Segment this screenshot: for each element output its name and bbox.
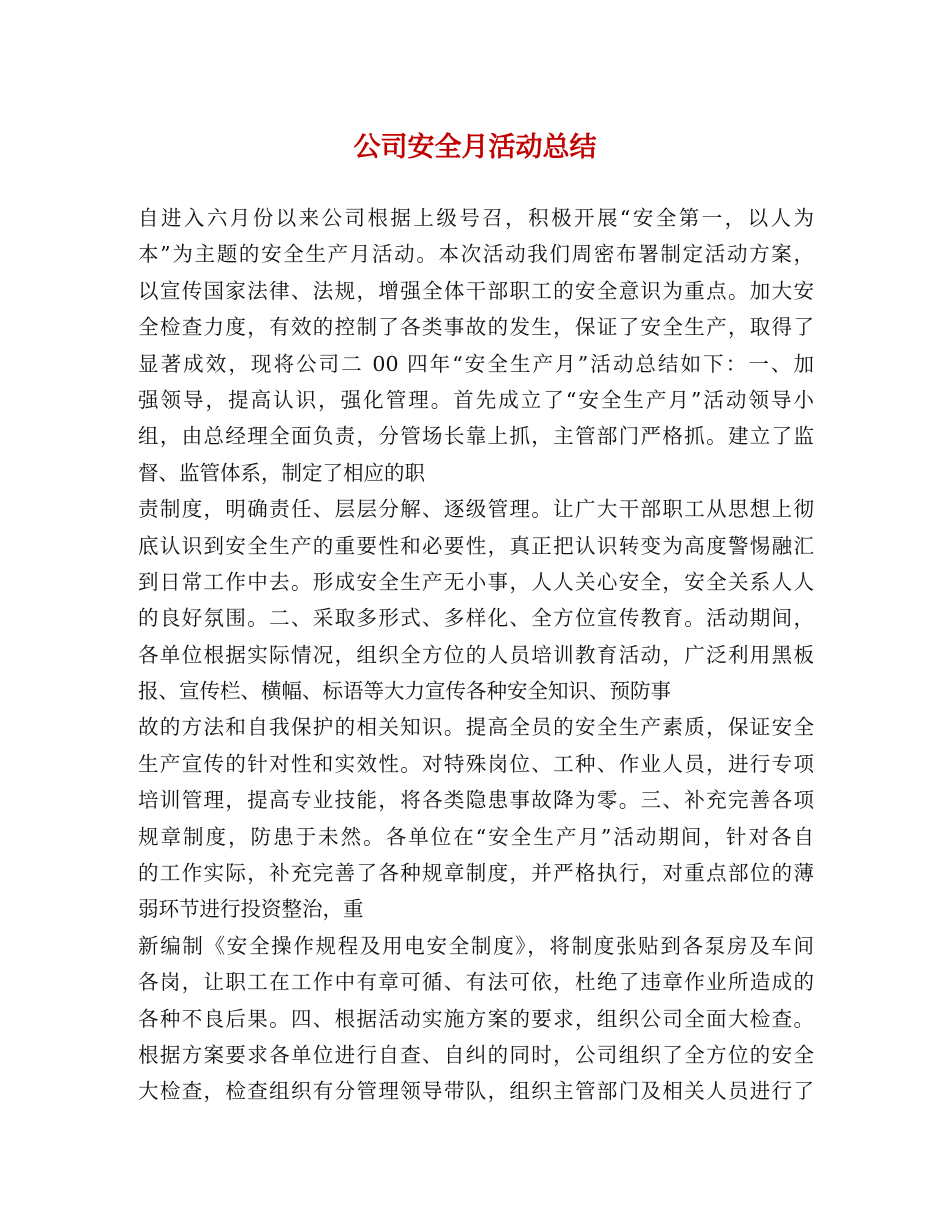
body-line: 根据方案要求各单位进行自查、自纠的同时，公司组织了全方位的安全 bbox=[138, 1042, 814, 1067]
document-title: 公司安全月活动总结 bbox=[353, 132, 597, 163]
body-line: 以宣传国家法律、法规，增强全体干部职工的安全意识为重点。加大安 bbox=[138, 278, 814, 303]
body-line: 自进入六月份以来公司根据上级号召，积极开展“安全第一，以人为 bbox=[138, 206, 814, 230]
body-line: 责制度，明确责任、层层分解、逐级管理。让广大干部职工从思想上彻 bbox=[138, 497, 814, 522]
body-line: 培训管理，提高专业技能，将各类隐患事故降为零。三、补充完善各项 bbox=[138, 788, 814, 813]
body-line: 全检查力度，有效的控制了各类事故的发生，保证了安全生产，取得了 bbox=[138, 315, 814, 340]
body-line: 弱环节进行投资整治，重 bbox=[138, 897, 364, 922]
body-line: 强领导，提高认识，强化管理。首先成立了“安全生产月”活动领导小 bbox=[138, 387, 814, 412]
body-line: 到日常工作中去。形成安全生产无小事，人人关心安全，安全关系人人 bbox=[138, 569, 814, 594]
body-line: 规章制度，防患于未然。各单位在“安全生产月”活动期间，针对各自 bbox=[138, 824, 814, 849]
body-line: 的工作实际，补充完善了各种规章制度，并严格执行，对重点部位的薄 bbox=[138, 861, 814, 886]
body-line: 各单位根据实际情况，组织全方位的人员培训教育活动，广泛利用黑板 bbox=[138, 642, 814, 667]
body-line: 督、监管体系，制定了相应的职 bbox=[138, 460, 425, 485]
body-line: 的良好氛围。二、采取多形式、多样化、全方位宣传教育。活动期间， bbox=[138, 606, 814, 631]
body-line: 故的方法和自我保护的相关知识。提高全员的安全生产素质，保证安全 bbox=[138, 715, 814, 740]
body-line: 大检查，检查组织有分管理领导带队，组织主管部门及相关人员进行了 bbox=[138, 1079, 814, 1104]
body-line: 各岗，让职工在工作中有章可循、有法可依，杜绝了违章作业所造成的 bbox=[138, 970, 814, 995]
body-line: 生产宣传的针对性和实效性。对特殊岗位、工种、作业人员，进行专项 bbox=[138, 751, 814, 776]
body-line: 底认识到安全生产的重要性和必要性，真正把认识转变为高度警惕融汇 bbox=[138, 533, 814, 558]
body-line: 显著成效，现将公司二 00 四年“安全生产月”活动总结如下：一、加 bbox=[138, 351, 814, 376]
body-line: 报、宣传栏、横幅、标语等大力宣传各种安全知识、预防事 bbox=[138, 679, 671, 704]
document-body bbox=[138, 200, 814, 1110]
body-line: 组，由总经理全面负责，分管场长靠上抓，主管部门严格抓。建立了监 bbox=[138, 424, 814, 449]
body-line: 本”为主题的安全生产月活动。本次活动我们周密布署制定活动方案， bbox=[138, 242, 814, 267]
body-line: 各种不良后果。四、根据活动实施方案的要求，组织公司全面大检查。 bbox=[138, 1006, 814, 1031]
body-line: 新编制《安全操作规程及用电安全制度》，将制度张贴到各泵房及车间 bbox=[138, 933, 814, 958]
